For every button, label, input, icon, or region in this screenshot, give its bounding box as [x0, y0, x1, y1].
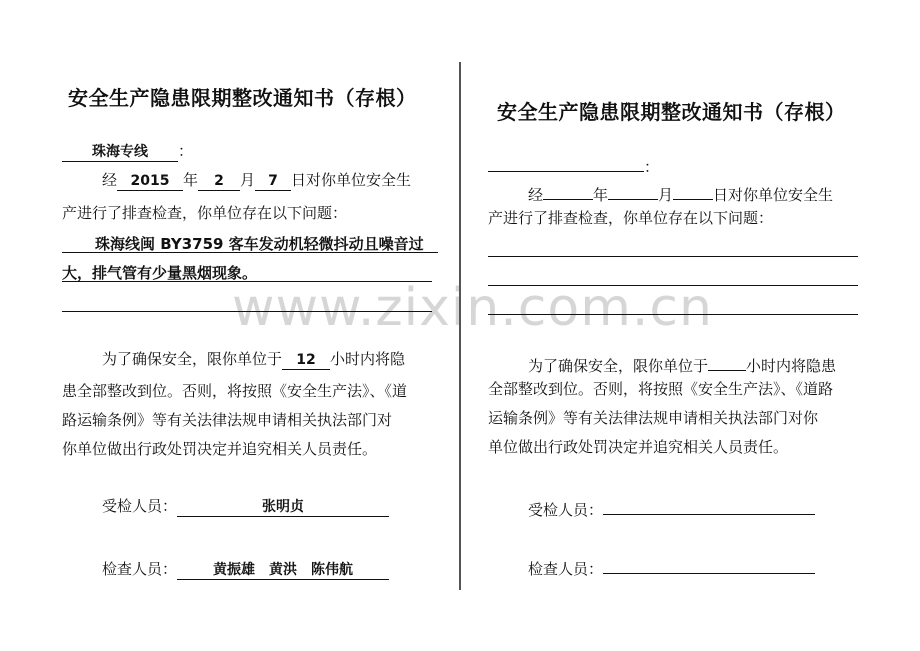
left-hours-field[interactable]: 12 [282, 352, 330, 370]
right-month-label: 月 [658, 186, 674, 204]
right-hours-field[interactable] [708, 353, 746, 371]
right-para-line-2: 全部整改到位。否则，将按照《安全生产法》、《道路 [488, 380, 834, 398]
left-recipient-colon: ： [178, 142, 194, 160]
right-month-field[interactable] [608, 182, 658, 200]
left-problem-underline-3 [62, 311, 432, 312]
left-day-text: 日对你单位安全生 [291, 171, 412, 189]
left-year-field[interactable]: 2015 [117, 173, 183, 191]
left-deadline-row [102, 352, 405, 370]
left-recipient-row [62, 141, 193, 162]
left-inspected-field[interactable]: 张明贞 [177, 499, 389, 517]
page-divider [459, 62, 461, 590]
right-recipient-field[interactable] [488, 154, 644, 172]
left-deadline-text-b: 小时内将隐 [330, 350, 406, 368]
right-para-line-3: 运输条例》等有关法律法规申请相关执法部门对你 [488, 409, 819, 427]
right-problem-underline-3[interactable] [488, 314, 858, 315]
right-jing-label: 经 [528, 186, 544, 204]
right-day-text: 日对你单位安全生 [713, 186, 834, 204]
right-intro-line: 产进行了排查检查，你单位存在以下问题： [488, 209, 774, 227]
right-year-label: 年 [593, 186, 609, 204]
right-recipient-colon: ： [644, 158, 660, 176]
left-inspected-label: 受检人员： [102, 497, 178, 515]
left-year-label: 年 [183, 171, 199, 189]
left-intro-line: 产进行了排查检查，你单位存在以下问题： [62, 204, 348, 222]
right-deadline-row [528, 353, 836, 374]
left-date-row [102, 173, 411, 191]
right-inspected-field[interactable] [603, 497, 815, 515]
right-date-row [528, 182, 833, 203]
right-inspected-row [528, 497, 815, 518]
right-inspector-field[interactable] [603, 556, 815, 574]
right-deadline-text-a: 为了确保安全，限你单位于 [528, 357, 709, 375]
watermark: www.zixin.com.cn [232, 278, 713, 338]
left-problem-line-1: 珠海线闽 BY3759 客车发动机轻微抖动且噪音过 [95, 235, 424, 253]
left-inspector-row [102, 562, 389, 580]
left-problem-line-2: 大，排气管有少量黑烟现象。 [62, 264, 258, 282]
left-inspector-label: 检查人员： [102, 560, 178, 578]
left-month-field[interactable]: 2 [198, 173, 240, 191]
left-para-line-4: 你单位做出行政处罚决定并追究相关人员责任。 [62, 440, 378, 458]
left-recipient-field[interactable]: 珠海专线 [62, 144, 178, 162]
right-inspected-label: 受检人员： [528, 501, 604, 519]
left-problem-underline-1 [62, 252, 438, 253]
left-problem-underline-2 [62, 281, 432, 282]
left-title: 安全生产隐患限期整改通知书（存根） [68, 86, 417, 110]
right-para-line-4: 单位做出行政处罚决定并追究相关人员责任。 [488, 438, 789, 456]
left-inspector-field[interactable]: 黄振雄 黄洪 陈伟航 [177, 562, 389, 580]
right-title: 安全生产隐患限期整改通知书（存根） [497, 100, 846, 124]
right-deadline-text-b: 小时内将隐患 [746, 357, 837, 375]
left-para-line-3: 路运输条例》等有关法律法规申请相关执法部门对 [62, 411, 393, 429]
right-inspector-row [528, 556, 815, 577]
right-inspector-label: 检查人员： [528, 560, 604, 578]
left-deadline-text-a: 为了确保安全，限你单位于 [102, 350, 283, 368]
left-day-field[interactable]: 7 [255, 173, 291, 191]
right-year-field[interactable] [543, 182, 593, 200]
left-month-label: 月 [240, 171, 256, 189]
right-recipient-row [488, 154, 659, 176]
left-jing-label: 经 [102, 171, 118, 189]
left-para-line-2: 患全部整改到位。否则，将按照《安全生产法》、《道 [62, 382, 408, 400]
right-problem-underline-2[interactable] [488, 285, 858, 286]
right-problem-underline-1[interactable] [488, 256, 858, 257]
right-day-field[interactable] [673, 182, 713, 200]
left-inspected-row [102, 499, 389, 517]
